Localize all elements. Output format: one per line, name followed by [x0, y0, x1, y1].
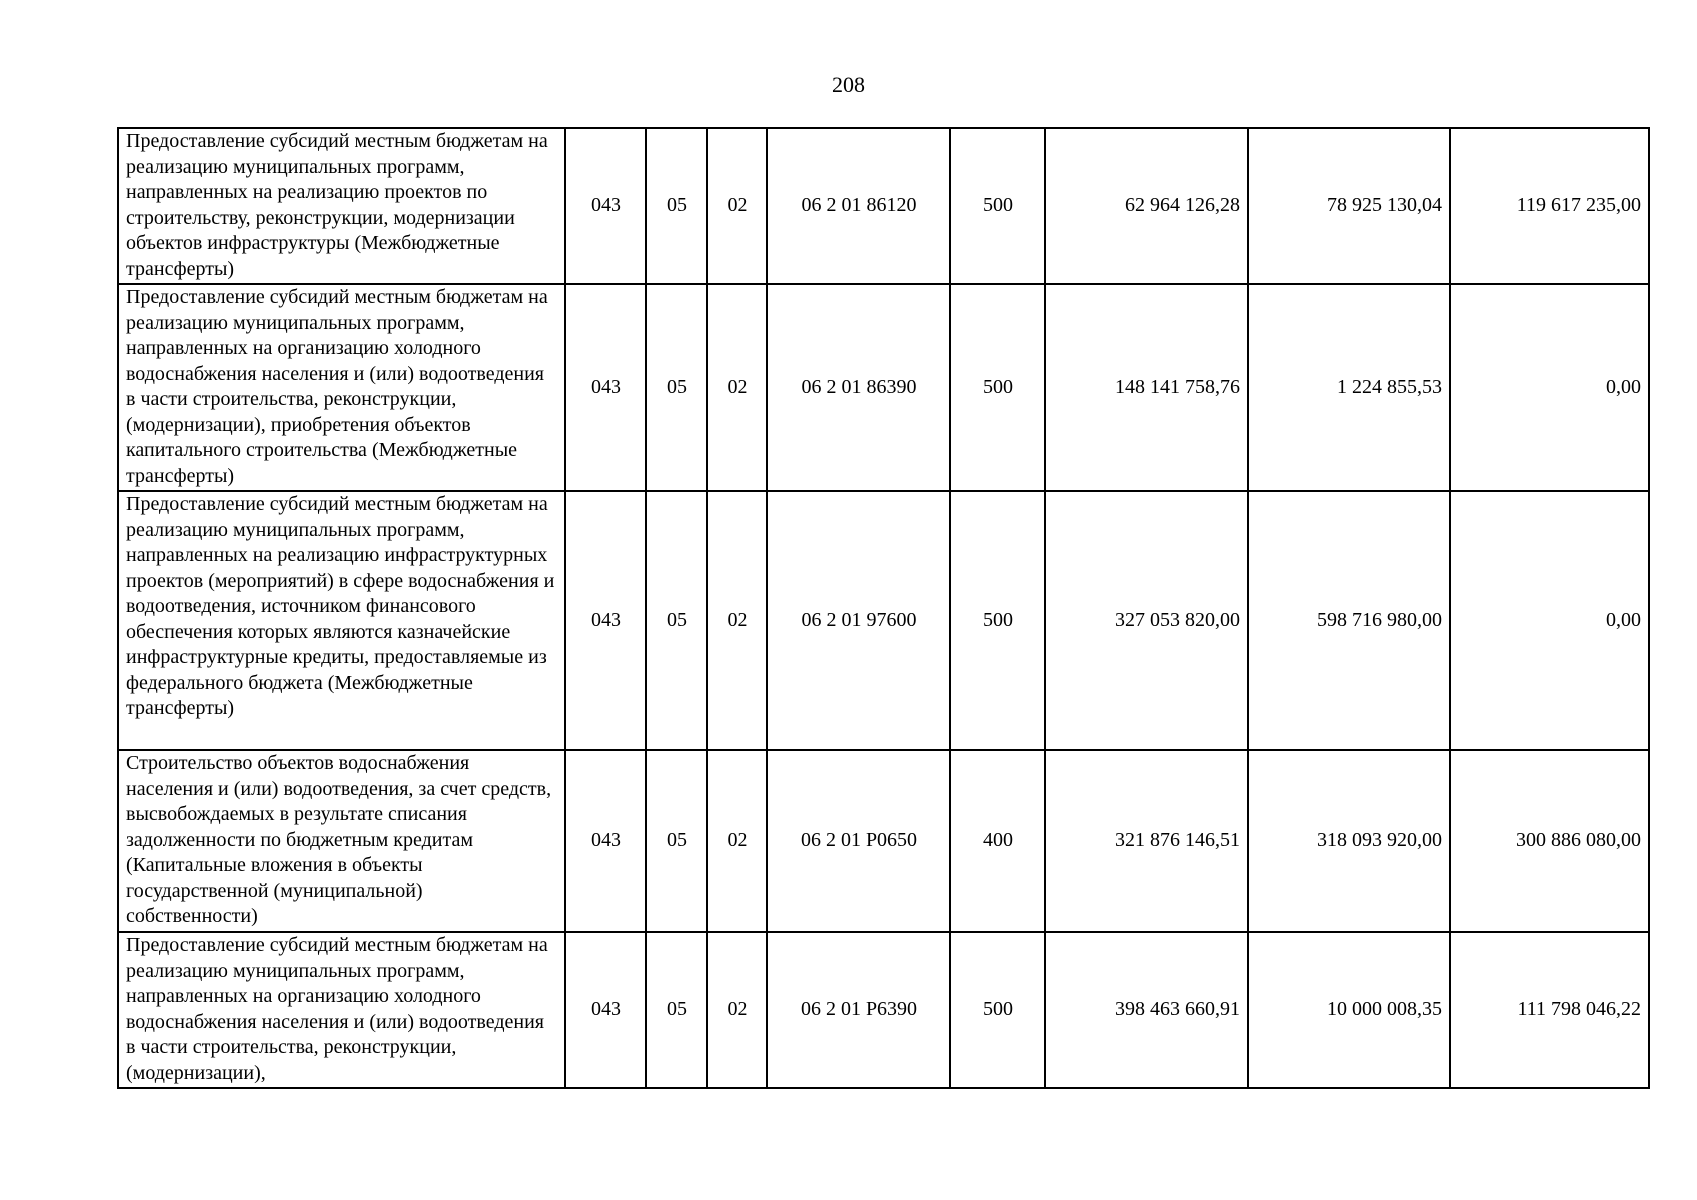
- target-article-cell: 06 2 01 P0650: [767, 750, 950, 932]
- amount-2-cell: 10 000 008,35: [1248, 932, 1450, 1088]
- section-code-cell: 05: [646, 284, 707, 491]
- table-row: [118, 284, 1649, 491]
- expense-type-cell: 400: [950, 750, 1045, 932]
- table-row: [118, 128, 1649, 284]
- table-row: [118, 491, 1649, 750]
- amount-1-cell: 321 876 146,51: [1045, 750, 1248, 932]
- amount-2-cell: 318 093 920,00: [1248, 750, 1450, 932]
- amount-1-cell: 398 463 660,91: [1045, 932, 1248, 1088]
- amount-2-cell: 598 716 980,00: [1248, 491, 1450, 750]
- expense-type-cell: 500: [950, 284, 1045, 491]
- expense-name-cell: Строительство объектов водоснабжения населения и (или) водоотведения, за счет средств, высвобождаемых в результате списания задолженности по бюджетным кредитам (Капитальные вложения в объекты государственной (муниципальной) собственности): [118, 750, 565, 932]
- ministry-code-cell: 043: [565, 491, 646, 750]
- page-number: 208: [832, 72, 865, 97]
- ministry-code-cell: 043: [565, 750, 646, 932]
- subsection-code-cell: 02: [707, 750, 767, 932]
- target-article-cell: 06 2 01 86120: [767, 128, 950, 284]
- expense-name-cell: Предоставление субсидий местным бюджетам на реализацию муниципальных программ, направленных на реализацию инфраструктурных проектов (мероприятий) в сфере водоснабжения и водоотведения, источником финансового обеспечения которых являются казначейские инфраструктурные кредиты, предоставляемые из федерального бюджета (Межбюджетные трансферты): [118, 491, 565, 750]
- ministry-code-cell: 043: [565, 932, 646, 1088]
- amount-1-cell: 148 141 758,76: [1045, 284, 1248, 491]
- amount-3-cell: 119 617 235,00: [1450, 128, 1649, 284]
- subsection-code-cell: 02: [707, 128, 767, 284]
- amount-3-cell: 111 798 046,22: [1450, 932, 1649, 1088]
- subsection-code-cell: 02: [707, 284, 767, 491]
- amount-3-cell: 0,00: [1450, 491, 1649, 750]
- subsection-code-cell: 02: [707, 932, 767, 1088]
- expense-name-cell: Предоставление субсидий местным бюджетам на реализацию муниципальных программ, направленных на организацию холодного водоснабжения населения и (или) водоотведения в части строительства, реконструкции, (модернизации), приобретения объектов капитального строительства (Межбюджетные трансферты): [118, 284, 565, 491]
- ministry-code-cell: 043: [565, 284, 646, 491]
- amount-3-cell: 300 886 080,00: [1450, 750, 1649, 932]
- amount-3-cell: 0,00: [1450, 284, 1649, 491]
- amount-2-cell: 78 925 130,04: [1248, 128, 1450, 284]
- ministry-code-cell: 043: [565, 128, 646, 284]
- target-article-cell: 06 2 01 P6390: [767, 932, 950, 1088]
- table-row: [118, 750, 1649, 932]
- subsection-code-cell: 02: [707, 491, 767, 750]
- amount-2-cell: 1 224 855,53: [1248, 284, 1450, 491]
- amount-1-cell: 62 964 126,28: [1045, 128, 1248, 284]
- expense-name-cell: Предоставление субсидий местным бюджетам на реализацию муниципальных программ, направленных на реализацию проектов по строительству, реконструкции, модернизации объектов инфраструктуры (Межбюджетные трансферты): [118, 128, 565, 284]
- section-code-cell: 05: [646, 128, 707, 284]
- section-code-cell: 05: [646, 932, 707, 1088]
- expense-type-cell: 500: [950, 932, 1045, 1088]
- target-article-cell: 06 2 01 86390: [767, 284, 950, 491]
- section-code-cell: 05: [646, 491, 707, 750]
- section-code-cell: 05: [646, 750, 707, 932]
- expense-type-cell: 500: [950, 491, 1045, 750]
- budget-table: [117, 127, 1650, 1089]
- target-article-cell: 06 2 01 97600: [767, 491, 950, 750]
- expense-name-cell: Предоставление субсидий местным бюджетам на реализацию муниципальных программ, направленных на организацию холодного водоснабжения населения и (или) водоотведения в части строительства, реконструкции, (модернизации),: [118, 932, 565, 1088]
- table-row: [118, 932, 1649, 1088]
- expense-type-cell: 500: [950, 128, 1045, 284]
- amount-1-cell: 327 053 820,00: [1045, 491, 1248, 750]
